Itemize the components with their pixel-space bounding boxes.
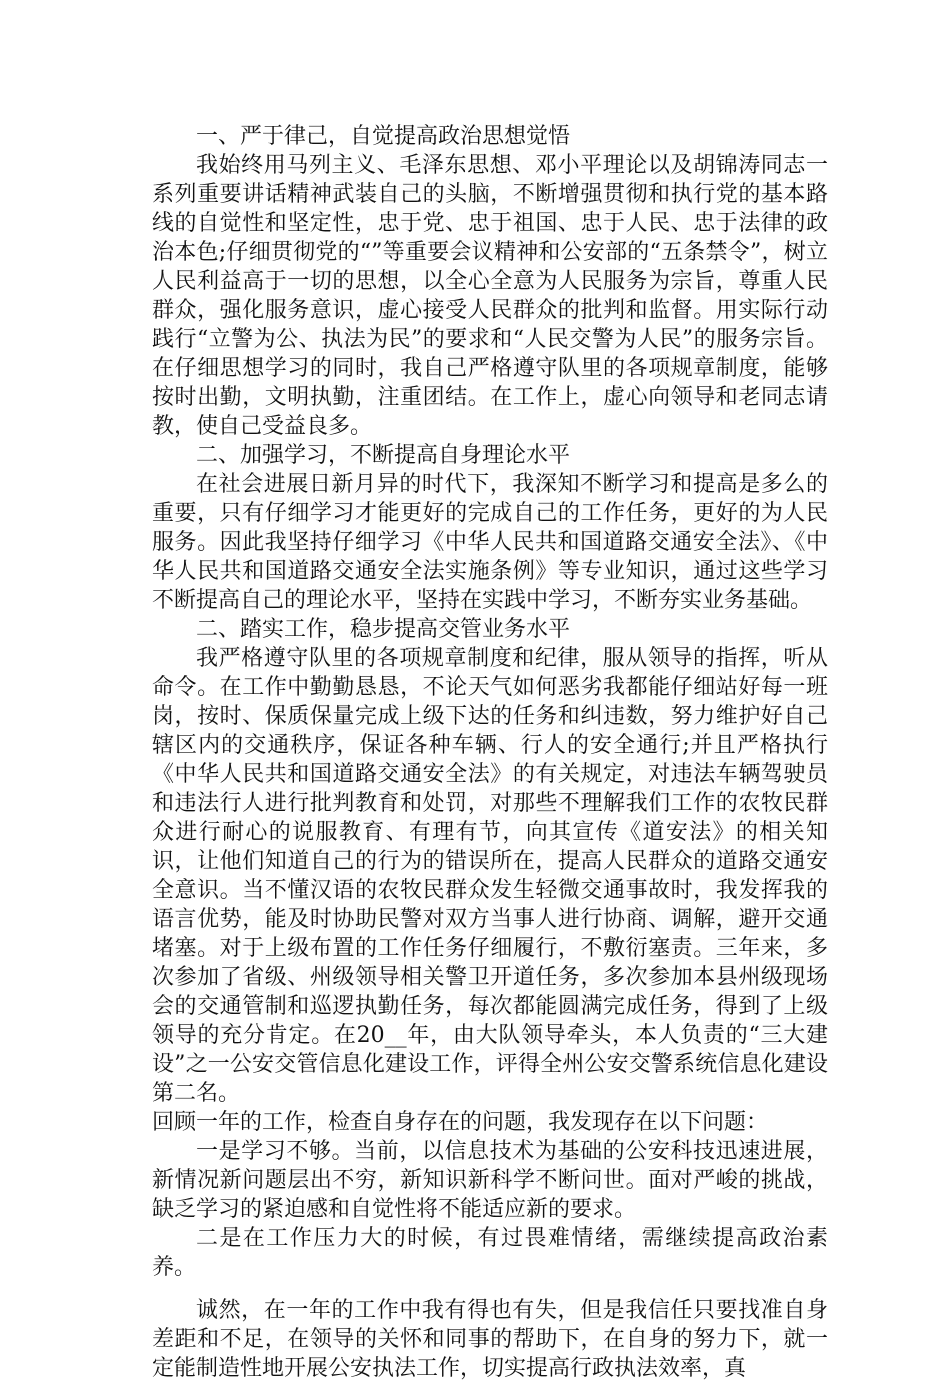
section-heading-3: 二、踏实工作，稳步提高交管业务水平: [196, 617, 571, 642]
paragraph-1: 我始终用马列主义、毛泽东思想、邓小平理论以及胡锦涛同志一系列重要讲话精神武装自己的头脑，不断增强贯彻和执行党的基本路线的自觉性和坚定性，忠于党、忠于祖国、忠于人民、忠于法律的政治本色;仔细贯彻党的“”等重要会议精神和公安部的“五条禁令”，树立人民利益高于一切的思想，以全心全意为人民服务为宗旨，尊重人民群众，强化服务意识，虚心接受人民群众的批判和监督。用实际行动践行“立警为公、执法为民”的要求和“人民交警为人民”的服务宗旨。在仔细思想学习的同时，我自己严格遵守队里的各项规章制度，能够按时出勤，文明执勤，注重团结。在工作上，虚心向领导和老同志请教，使自己受益良多。: [152, 153, 828, 439]
paragraph-2: 在社会进展日新月异的时代下，我深知不断学习和提高是多么的重要，只有仔细学习才能更好的完成自己的工作任务，更好的为人民服务。因此我坚持仔细学习《中华人民共和国道路交通安全法》、《中华人民共和国道路交通安全法实施条例》等专业知识，通过这些学习不断提高自己的理论水平，坚持在实践中学习，不断夯实业务基础。: [152, 472, 828, 613]
paragraph-3: 我严格遵守队里的各项规章制度和纪律，服从领导的指挥，听从命令。在工作中勤勤恳恳，不论天气如何恶劣我都能仔细站好每一班岗，按时、保质保量完成上级下达的任务和纠违数，努力维护好自己辖区内的交通秩序，保证各种车辆、行人的安全通行;并且严格执行《中华人民共和国道路交通安全法》的有关规定，对违法车辆驾驶员和违法行人进行批判教育和处罚，对那些不理解我们工作的农牧民群众进行耐心的说服教育、有理有节，向其宣传《道安法》的相关知识，让他们知道自己的行为的错误所在，提高人民群众的道路交通安全意识。当不懂汉语的农牧民群众发生轻微交通事故时，我发挥我的语言优势，能及时协助民警对双方当事人进行协商、调解，避开交通堵塞。对于上级布置的工作任务仔细履行，不敷衍塞责。三年来，多次参加了省级、州级领导相关警卫开道任务，多次参加本县州级现场会的交通管制和巡逻执勤任务，每次都能圆满完成任务，得到了上级领导的充分肯定。在20__年，由大队领导牵头，本人负责的“三大建设”之一公安交管信息化建设工作，评得全州公安交警系统信息化建设第二名。: [152, 646, 828, 1106]
document-body: [152, 122, 828, 1383]
section-heading-1: 一、严于律己，自觉提高政治思想觉悟: [196, 124, 571, 149]
review-intro: 回顾一年的工作，检查自身存在的问题，我发现存在以下问题：: [152, 1110, 769, 1135]
section-heading-2: 二、加强学习，不断提高自身理论水平: [196, 443, 571, 468]
closing-paragraph: 诚然，在一年的工作中我有得也有失，但是我信任只要找准自身差距和不足，在领导的关怀和同事的帮助下，在自身的努力下，就一定能制造性地开展公安执法工作，切实提高行政执法效率，真: [152, 1298, 828, 1381]
problem-2: 二是在工作压力大的时候，有过畏难情绪，需继续提高政治素养。: [152, 1226, 828, 1280]
problem-1: 一是学习不够。当前，以信息技术为基础的公安科技迅速进展，新情况新问题层出不穷，新知识新科学不断问世。面对严峻的挑战，缺乏学习的紧迫感和自觉性将不能适应新的要求。: [152, 1139, 828, 1222]
